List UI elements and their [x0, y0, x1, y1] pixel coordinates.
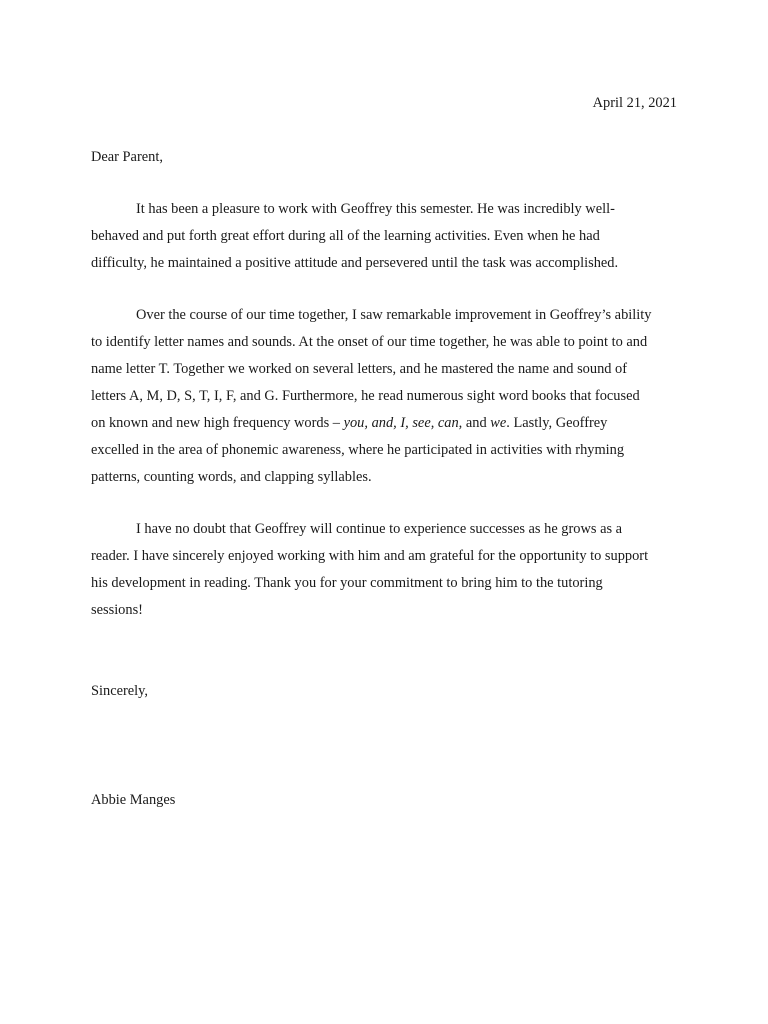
- paragraph-2-line: Over the course of our time together, I saw remarkable improvement in Geoffrey’s ability: [136, 307, 652, 323]
- paragraph-1: [91, 196, 681, 277]
- sight-word-we: we: [490, 415, 507, 431]
- sight-words-italic: you, and, I, see, can,: [343, 415, 463, 431]
- paragraph-3-line: reader. I have sincerely enjoyed working with him and am grateful for the opportunity to support: [91, 548, 649, 564]
- paragraph-1-line: It has been a pleasure to work with Geoffrey this semester. He was incredibly well-: [136, 201, 615, 217]
- paragraph-3-line: I have no doubt that Geoffrey will continue to experience successes as he grows as a: [136, 521, 623, 537]
- paragraph-2-line: name letter T. Together we worked on several letters, and he mastered the name and sound of: [91, 361, 628, 377]
- signature-name: Abbie Manges: [91, 792, 176, 808]
- paragraph-1-line: behaved and put forth great effort during all of the learning activities. Even when he had: [91, 228, 600, 244]
- paragraph-2-line: to identify letter names and sounds. At the onset of our time together, he was able to point to and: [91, 334, 648, 350]
- paragraph-2-line: letters A, M, D, S, T, I, F, and G. Furthermore, he read numerous sight word books that focused: [91, 388, 640, 404]
- paragraph-3: [91, 516, 681, 624]
- paragraph-3-line: sessions!: [91, 602, 143, 618]
- sight-words-and: and: [462, 415, 491, 431]
- closing: Sincerely,: [91, 683, 149, 699]
- paragraph-2-line-sight-words: [91, 410, 681, 437]
- sight-words-suffix: . Lastly, Geoffrey: [506, 415, 608, 431]
- paragraph-1-line: difficulty, he maintained a positive attitude and persevered until the task was accomplished.: [91, 255, 619, 271]
- paragraph-2: [91, 302, 681, 491]
- sight-words-prefix: on known and new high frequency words –: [91, 415, 344, 431]
- paragraph-2-line: excelled in the area of phonemic awareness, where he participated in activities with rhyming: [91, 442, 625, 458]
- letter-date: April 21, 2021: [592, 95, 677, 111]
- paragraph-2-line: patterns, counting words, and clapping syllables.: [91, 469, 372, 485]
- paragraph-3-line: his development in reading. Thank you for your commitment to bring him to the tutoring: [91, 575, 603, 591]
- salutation: Dear Parent,: [91, 149, 163, 165]
